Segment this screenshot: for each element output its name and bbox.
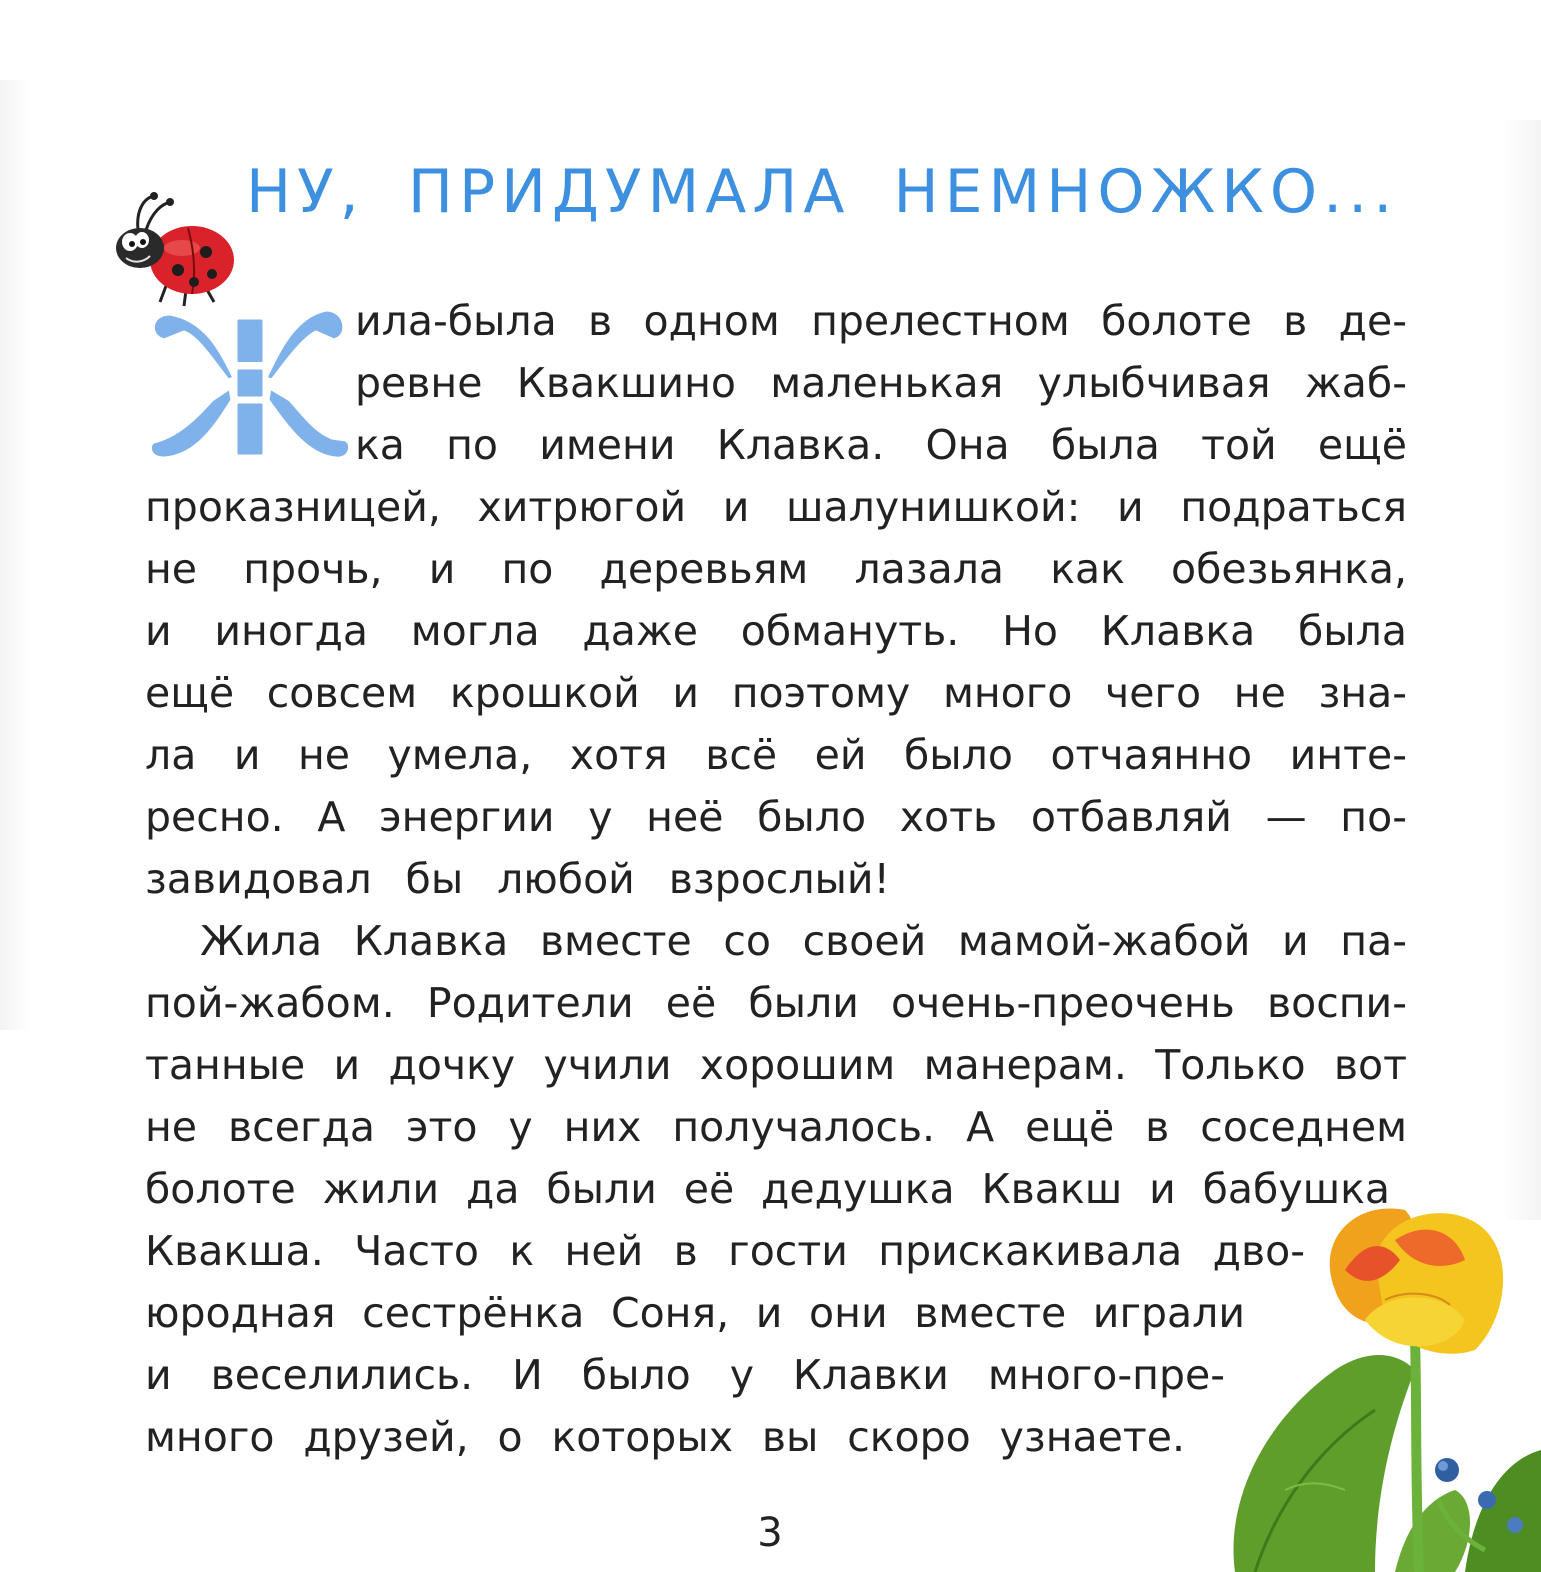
page-number: 3 [757, 1510, 783, 1556]
dropcap-letter-zhe [140, 296, 360, 466]
text-line: ила-была в одном прелестном болоте в де- [355, 297, 1407, 345]
page-edge-shadow-right [1501, 120, 1541, 1220]
yellow-flower-illustration [1225, 1200, 1541, 1572]
text-line: ла и не умела, хотя всё ей было отчаянно инте- [145, 731, 1407, 779]
text-line: пой-жабом. Родители её были очень-преочень воспи- [145, 979, 1407, 1027]
text-line: много друзей, о которых вы скоро узнаете. [145, 1413, 1185, 1461]
text-line: ресно. А энергии у неё было хоть отбавляй — по- [145, 793, 1407, 841]
text-line: проказницей, хитрюгой и шалунишкой: и подраться [145, 483, 1407, 531]
text-line: болоте жили да были её дедушка Квакш и бабушка [145, 1165, 1390, 1213]
text-line: танные и дочку учили хорошим манерам. Только вот [145, 1041, 1407, 1089]
text-line: ещё совсем крошкой и поэтому много чего не зна- [145, 669, 1407, 717]
text-line: Квакша. Часто к ней в гости прискакивала дво- [145, 1227, 1305, 1275]
text-line: завидовал бы любой взрослый! [145, 855, 890, 903]
text-line: Жила Клавка вместе со своей мамой-жабой и па- [200, 917, 1407, 965]
text-line: и иногда могла даже обмануть. Но Клавка была [145, 607, 1407, 655]
text-line: не всегда это у них получалось. А ещё в соседнем [145, 1103, 1407, 1151]
chapter-title: НУ, ПРИДУМАЛА НЕМНОЖКО... [246, 157, 1399, 227]
page-edge-shadow-left [0, 80, 30, 1030]
ladybug-illustration [108, 190, 238, 310]
text-line: и веселились. И было у Клавки много-пре- [145, 1351, 1225, 1399]
text-line: ка по имени Клавка. Она была той ещё [355, 421, 1407, 469]
text-line: не прочь, и по деревьям лазала как обезьянка, [145, 545, 1407, 593]
text-line: ревне Квакшино маленькая улыбчивая жаб- [355, 359, 1407, 407]
text-line: юродная сестрёнка Соня, и они вместе играли [145, 1289, 1245, 1337]
